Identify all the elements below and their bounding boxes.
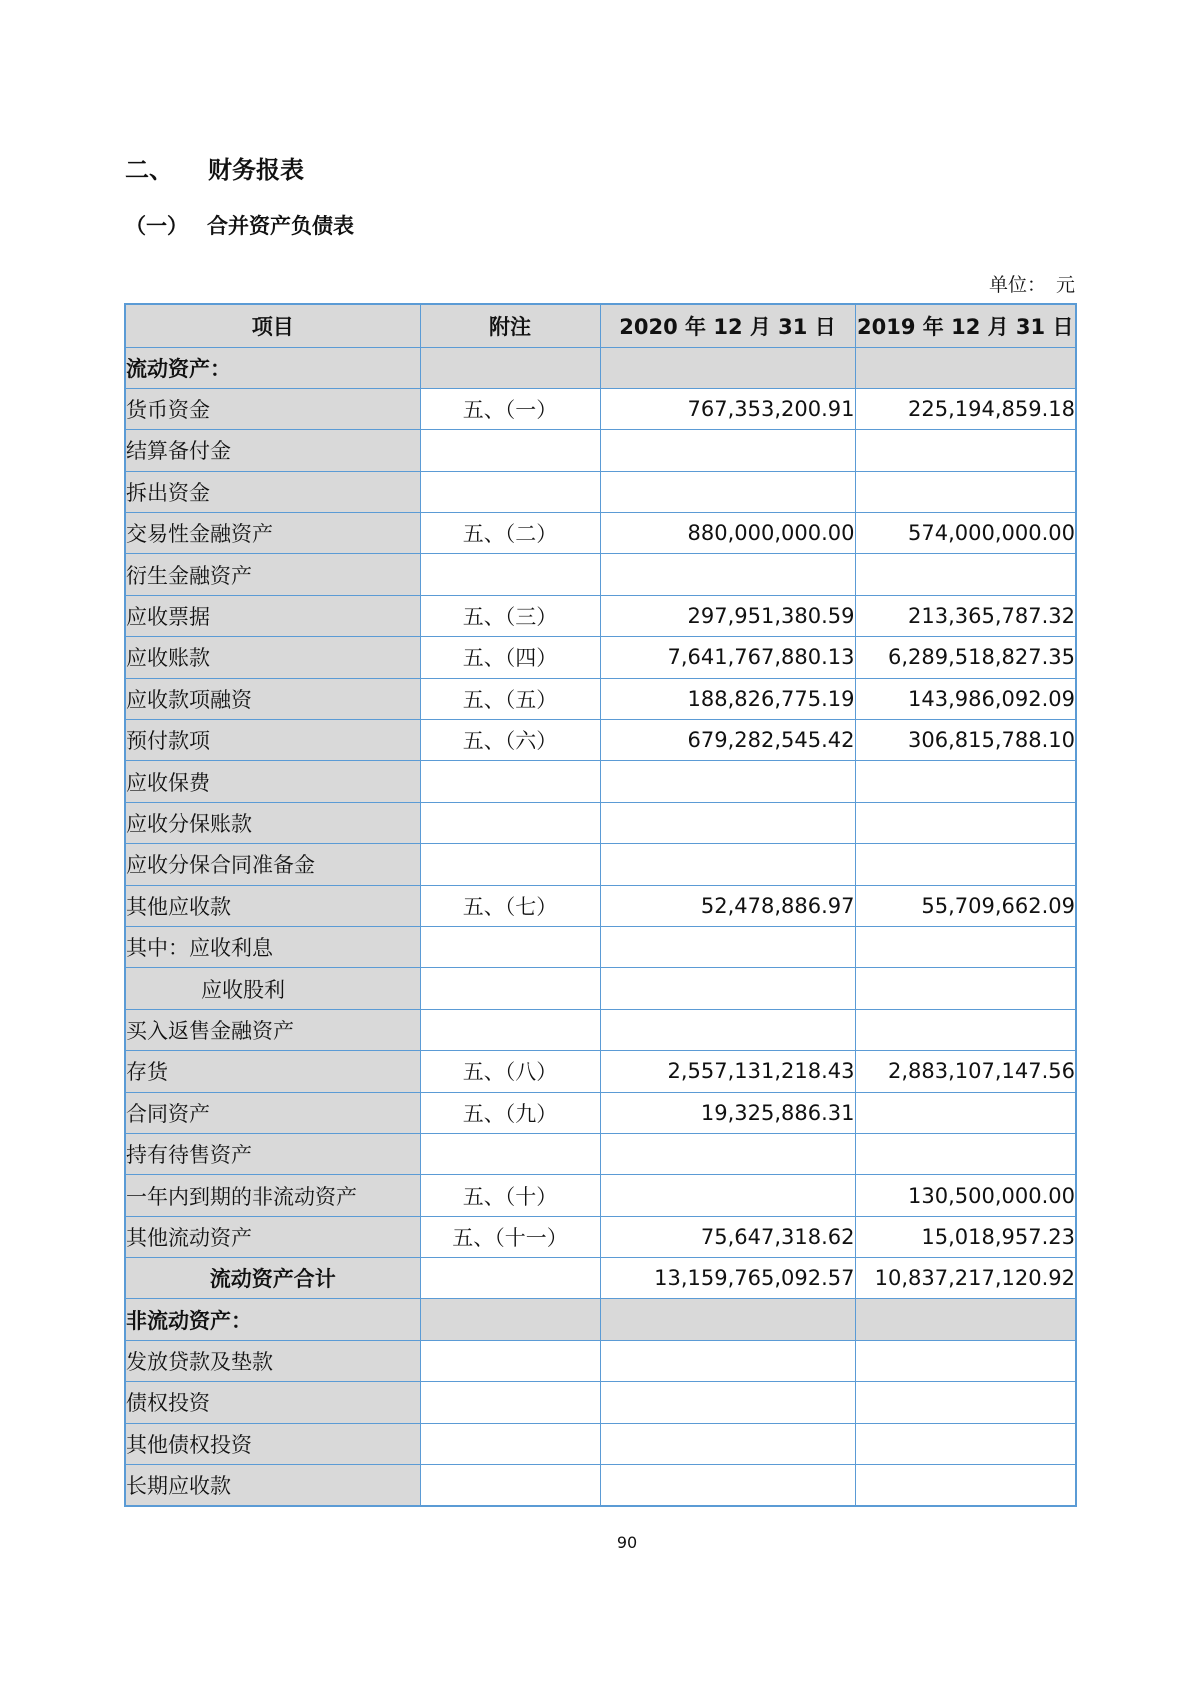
- table-row: [125, 1299, 1076, 1340]
- table-row: [125, 1340, 1076, 1381]
- value-2019-cell: 15,018,957.23: [855, 1216, 1076, 1257]
- value-2020-cell: [600, 554, 855, 595]
- item-cell: 应收款项融资: [125, 678, 420, 719]
- subsection-number: （一）: [125, 213, 188, 238]
- table-row: [125, 1092, 1076, 1133]
- note-cell: 五、（十一）: [420, 1216, 600, 1257]
- value-2020-cell: 7,641,767,880.13: [600, 637, 855, 678]
- table-header-row: [125, 304, 1076, 347]
- table-row: [125, 347, 1076, 388]
- value-2019-cell: 306,815,788.10: [855, 720, 1076, 761]
- note-cell: 五、（五）: [420, 678, 600, 719]
- value-2019-cell: [855, 844, 1076, 885]
- subsection-heading: [125, 210, 354, 240]
- value-2019-cell: [855, 1009, 1076, 1050]
- note-cell: [420, 844, 600, 885]
- value-2020-cell: 13,159,765,092.57: [600, 1258, 855, 1299]
- value-2020-cell: 75,647,318.62: [600, 1216, 855, 1257]
- value-2020-cell: 767,353,200.91: [600, 388, 855, 429]
- note-cell: 五、（二）: [420, 513, 600, 554]
- table-row: [125, 1465, 1076, 1506]
- item-cell: 衍生金融资产: [125, 554, 420, 595]
- value-2019-cell: 55,709,662.09: [855, 885, 1076, 926]
- note-cell: [420, 968, 600, 1009]
- subsection-title: 合并资产负债表: [207, 213, 354, 238]
- value-2019-cell: [855, 554, 1076, 595]
- item-cell: 流动资产合计: [125, 1258, 420, 1299]
- note-cell: [420, 1299, 600, 1340]
- item-cell: 应收保费: [125, 761, 420, 802]
- table-row: [125, 1133, 1076, 1174]
- item-cell: 买入返售金融资产: [125, 1009, 420, 1050]
- note-cell: 五、（四）: [420, 637, 600, 678]
- value-2019-cell: [855, 1340, 1076, 1381]
- value-2019-cell: 2,883,107,147.56: [855, 1051, 1076, 1092]
- note-cell: [420, 1465, 600, 1506]
- table-row: [125, 678, 1076, 719]
- value-2019-cell: [855, 968, 1076, 1009]
- item-cell: 其中：应收利息: [125, 926, 420, 967]
- note-cell: [420, 761, 600, 802]
- table-row: [125, 1382, 1076, 1423]
- note-cell: 五、（七）: [420, 885, 600, 926]
- value-2019-cell: [855, 1423, 1076, 1464]
- table-row: [125, 1009, 1076, 1050]
- value-2020-cell: 19,325,886.31: [600, 1092, 855, 1133]
- unit-value: 元: [1055, 274, 1075, 296]
- note-cell: [420, 1340, 600, 1381]
- table-row: [125, 595, 1076, 636]
- table-row: [125, 968, 1076, 1009]
- value-2019-cell: [855, 1382, 1076, 1423]
- note-cell: [420, 1133, 600, 1174]
- table-row: [125, 430, 1076, 471]
- note-cell: [420, 926, 600, 967]
- value-2020-cell: [600, 1423, 855, 1464]
- value-2020-cell: [600, 347, 855, 388]
- page-number: 90: [616, 1533, 638, 1552]
- table-row: [125, 761, 1076, 802]
- balance-sheet-table: [124, 303, 1077, 1507]
- item-cell: 拆出资金: [125, 471, 420, 512]
- item-cell: 长期应收款: [125, 1465, 420, 1506]
- value-2019-cell: [855, 761, 1076, 802]
- note-cell: 五、（十）: [420, 1175, 600, 1216]
- note-cell: 五、（九）: [420, 1092, 600, 1133]
- note-cell: [420, 802, 600, 843]
- value-2020-cell: [600, 926, 855, 967]
- value-2019-cell: 10,837,217,120.92: [855, 1258, 1076, 1299]
- table-row: [125, 1216, 1076, 1257]
- item-cell: 存货: [125, 1051, 420, 1092]
- value-2019-cell: 574,000,000.00: [855, 513, 1076, 554]
- unit-note: [989, 270, 1075, 297]
- value-2020-cell: [600, 1465, 855, 1506]
- value-2020-cell: [600, 968, 855, 1009]
- table-row: [125, 926, 1076, 967]
- column-header-2020: 2020 年 12 月 31 日: [600, 304, 855, 347]
- item-cell: 应收账款: [125, 637, 420, 678]
- item-cell: 结算备付金: [125, 430, 420, 471]
- item-cell: 应收股利: [125, 968, 420, 1009]
- item-cell: 合同资产: [125, 1092, 420, 1133]
- table-row: [125, 1175, 1076, 1216]
- table-row: [125, 1051, 1076, 1092]
- note-cell: 五、（六）: [420, 720, 600, 761]
- value-2020-cell: [600, 761, 855, 802]
- value-2020-cell: [600, 844, 855, 885]
- value-2020-cell: [600, 1299, 855, 1340]
- table-row: [125, 844, 1076, 885]
- section-title: 财务报表: [208, 155, 304, 184]
- column-header-item: 项目: [125, 304, 420, 347]
- value-2019-cell: 130,500,000.00: [855, 1175, 1076, 1216]
- item-cell: 一年内到期的非流动资产: [125, 1175, 420, 1216]
- item-cell: 应收票据: [125, 595, 420, 636]
- value-2019-cell: 143,986,092.09: [855, 678, 1076, 719]
- item-cell: 流动资产：: [125, 347, 420, 388]
- note-cell: [420, 347, 600, 388]
- column-header-2019: 2019 年 12 月 31 日: [855, 304, 1076, 347]
- value-2019-cell: 225,194,859.18: [855, 388, 1076, 429]
- section-heading: [125, 150, 304, 185]
- table-row: [125, 720, 1076, 761]
- note-cell: [420, 1382, 600, 1423]
- table-row: [125, 471, 1076, 512]
- section-number: 二、: [125, 155, 173, 184]
- column-header-note: 附注: [420, 304, 600, 347]
- value-2020-cell: [600, 430, 855, 471]
- value-2020-cell: [600, 1340, 855, 1381]
- table-row: [125, 1258, 1076, 1299]
- value-2020-cell: 188,826,775.19: [600, 678, 855, 719]
- note-cell: 五、（一）: [420, 388, 600, 429]
- value-2020-cell: 880,000,000.00: [600, 513, 855, 554]
- table-row: [125, 1423, 1076, 1464]
- value-2020-cell: 52,478,886.97: [600, 885, 855, 926]
- item-cell: 其他债权投资: [125, 1423, 420, 1464]
- value-2019-cell: 213,365,787.32: [855, 595, 1076, 636]
- value-2019-cell: [855, 1465, 1076, 1506]
- value-2020-cell: 2,557,131,218.43: [600, 1051, 855, 1092]
- item-cell: 预付款项: [125, 720, 420, 761]
- value-2019-cell: [855, 1299, 1076, 1340]
- table-row: [125, 513, 1076, 554]
- note-cell: [420, 1009, 600, 1050]
- item-cell: 持有待售资产: [125, 1133, 420, 1174]
- item-cell: 债权投资: [125, 1382, 420, 1423]
- value-2019-cell: [855, 471, 1076, 512]
- item-cell: 其他流动资产: [125, 1216, 420, 1257]
- value-2019-cell: [855, 1133, 1076, 1174]
- value-2019-cell: [855, 347, 1076, 388]
- value-2020-cell: 679,282,545.42: [600, 720, 855, 761]
- table-row: [125, 885, 1076, 926]
- item-cell: 非流动资产：: [125, 1299, 420, 1340]
- value-2020-cell: [600, 471, 855, 512]
- note-cell: 五、（三）: [420, 595, 600, 636]
- value-2020-cell: 297,951,380.59: [600, 595, 855, 636]
- note-cell: 五、（八）: [420, 1051, 600, 1092]
- table-row: [125, 554, 1076, 595]
- value-2020-cell: [600, 1175, 855, 1216]
- item-cell: 应收分保账款: [125, 802, 420, 843]
- value-2019-cell: 6,289,518,827.35: [855, 637, 1076, 678]
- unit-label: 单位：: [988, 274, 1046, 296]
- item-cell: 交易性金融资产: [125, 513, 420, 554]
- item-cell: 货币资金: [125, 388, 420, 429]
- note-cell: [420, 554, 600, 595]
- item-cell: 应收分保合同准备金: [125, 844, 420, 885]
- table-row: [125, 637, 1076, 678]
- note-cell: [420, 471, 600, 512]
- item-cell: 其他应收款: [125, 885, 420, 926]
- value-2020-cell: [600, 1133, 855, 1174]
- note-cell: [420, 1258, 600, 1299]
- value-2020-cell: [600, 1382, 855, 1423]
- value-2019-cell: [855, 926, 1076, 967]
- value-2019-cell: [855, 802, 1076, 843]
- value-2019-cell: [855, 1092, 1076, 1133]
- value-2020-cell: [600, 802, 855, 843]
- value-2020-cell: [600, 1009, 855, 1050]
- table-row: [125, 802, 1076, 843]
- value-2019-cell: [855, 430, 1076, 471]
- item-cell: 发放贷款及垫款: [125, 1340, 420, 1381]
- table-row: [125, 388, 1076, 429]
- note-cell: [420, 1423, 600, 1464]
- note-cell: [420, 430, 600, 471]
